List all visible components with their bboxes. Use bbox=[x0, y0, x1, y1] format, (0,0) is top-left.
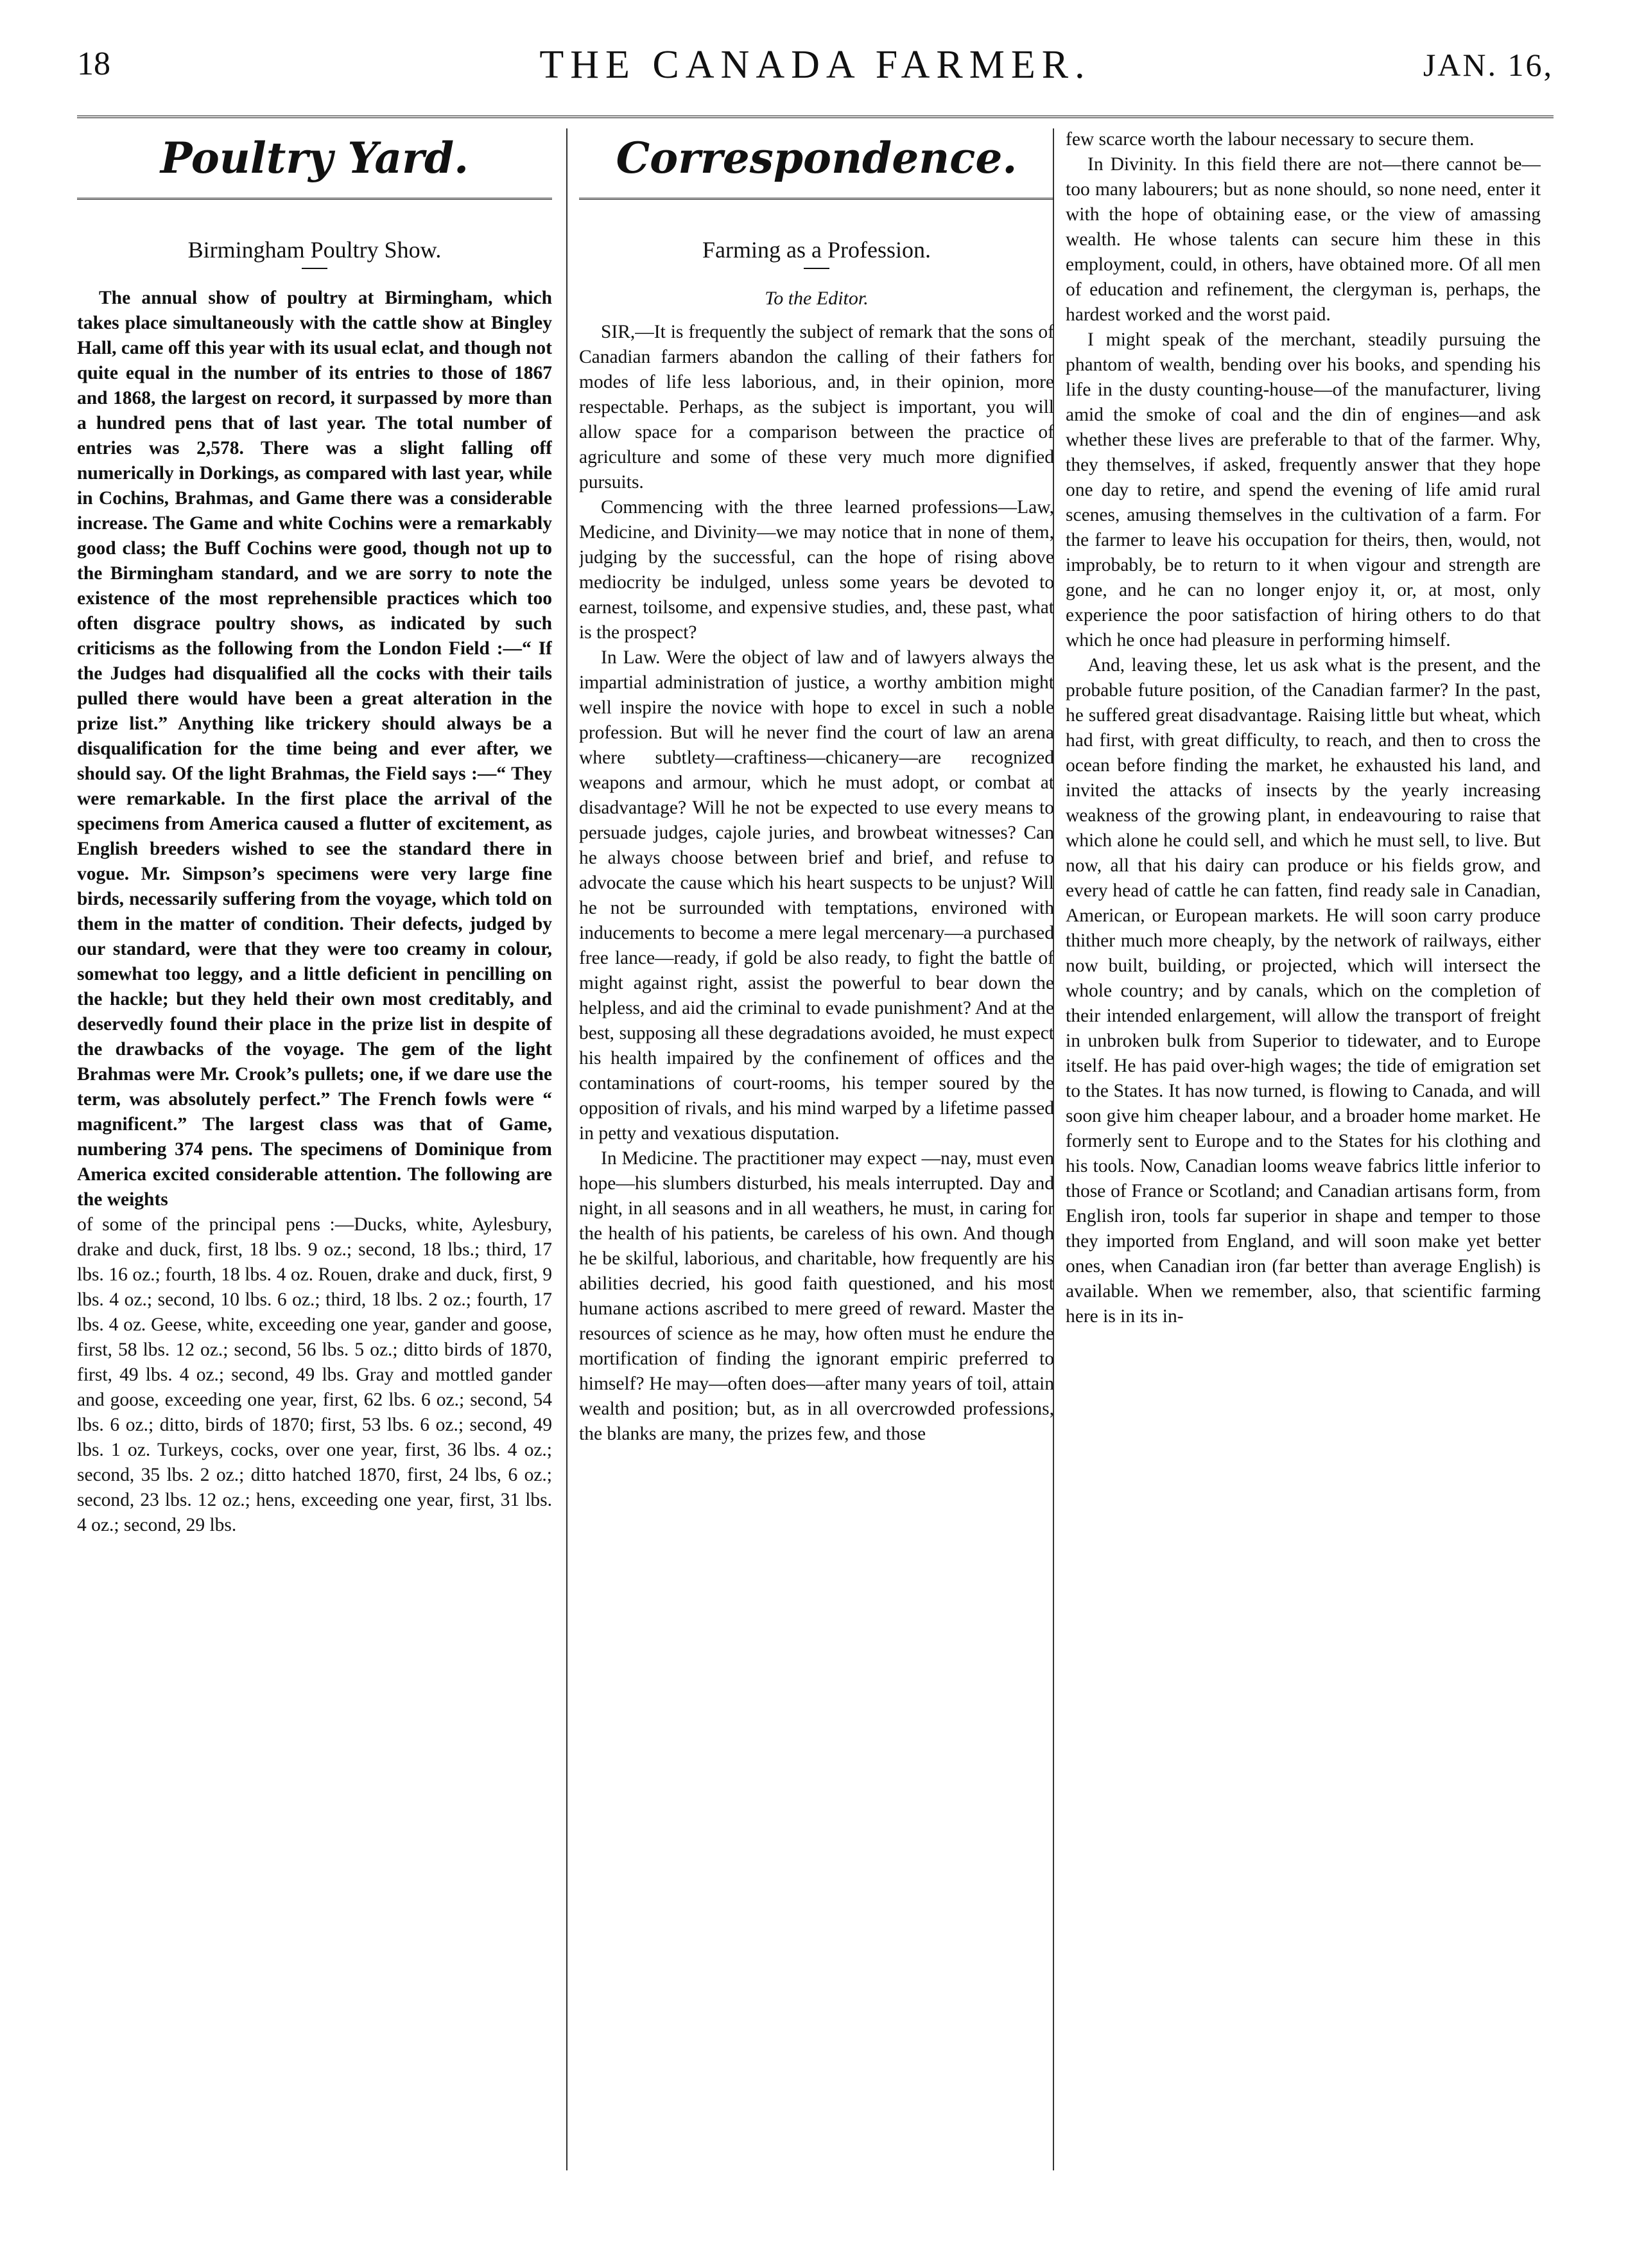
page-header bbox=[77, 32, 1554, 118]
article-paragraph: And, leaving these, let us ask what is the present, and the probable future position, of the Canadian farmer? In the past, he suffered great disadvantage. Raising little but wheat, which had first, with great difficulty, to reach, and then to cross the ocean before finding the market, he exhausted his land, and invited the attacks of insects by the yearly increasing weakness of the growing plant, in endeavouring to raise that which alone he could sell, and which he must sell, to live. But now, all that his dairy can produce or his fields grow, and every head of cattle he can fatten, find ready sale in Canadian, American, or European markets. He will soon carry produce thither much more cheaply, by the network of railways, either now built, building, or projected, which will intersect the whole country; and by canals, which on the completion of their intended enlargement, will allow the transport of freight in unbroken bulk from Superior to tidewater, and to Europe itself. He has paid over-high wages; the tide of emigration set to the States. It has now turned, is flowing to Canada, and will soon give him cheaper labour, and a broader home market. He formerly sent to Europe and to the States for his clothing and his tools. Now, Canadian looms weave fabrics little inferior to those of France or Scotland; and Canadian artisans form, from English iron, tools far superior in shape and temper to those they imported from England, and will soon make yet better ones, when Canadian iron (far better than average English) is available. When we remember, also, that scientific farming here is in its in- bbox=[1066, 655, 1541, 1327]
article-paragraph: few scarce worth the labour necessary to secure them. bbox=[1066, 129, 1475, 150]
article-title-farming-as-a-profession: Farming as a Profession. bbox=[702, 237, 931, 263]
article-paragraph: In Divinity. In this field there are not—there cannot be—too many labourers; but as none should, so none need, enter it with the hope of obtaining ease, or the view of amassing wealth. He whose talents can secure him these in this employment, could, in others, have obtained more. Of all men of education and refinement, the clergyman is, perhaps, the hardest worked and the worst paid. bbox=[1066, 154, 1541, 325]
addressee-line: To the Editor. bbox=[765, 288, 869, 309]
article-title-birmingham-poultry-show: Birmingham Poultry Show. bbox=[187, 237, 442, 263]
page-number: 18 bbox=[77, 46, 110, 82]
title-dash bbox=[302, 268, 327, 269]
title-dash bbox=[804, 268, 829, 269]
article-paragraph: I might speak of the merchant, steadily pursuing the phantom of wealth, bending over his books, and spending his life in the dusty counting-house—of the manufacturer, living amid the smoke of coal and the din of engines—and ask whether these lives are preferable to that of the farmer. Why, they themselves, if asked, frequently answer that they hope one day to retire, and spend the evening of life amid rural scenes, amusing themselves in the cultivation of a farm. For the farmer to leave his occupation for theirs, then, would, not improbably, be to return to it when vigour and strength are gone, and he can no longer enjoy it, or, at most, only experience the poor satisfaction of hiring others to do that which he once had pleasure in performing himself. bbox=[1066, 329, 1541, 650]
section-title-correspondence: Correspondence. bbox=[579, 127, 1054, 200]
article-paragraph: In Law. Were the object of law and of lawyers always the impartial administration of justice, a worthy ambition might well inspire the novice with hope to excel in such a noble profession. But will he never find the court of law an arena where subtlety—craftiness—chicanery—are recognized weapons and armour, which he must adopt, or combat at disadvantage? Will he not be expected to use every means to persuade judges, cajole juries, and browbeat witnesses? Can he always choose between brief and brief, and refuse to advocate the cause which his heart suspects to be unjust? Will he not be surrounded with temptations, environed with inducements to become a mere legal mercenary—a purchased free lance—ready, if gold be also ready, to fight the battle of might against right, assist the powerful to bear down the helpless, and aid the criminal to evade punishment? And at the best, supposing all these degradations avoided, he must expect his health impaired by the confinement of offices and the contaminations of court-rooms, his temper soured by the opposition of rivals, and his mind warped by a lifetime passed in petty and vexatious disputation. bbox=[579, 647, 1054, 1144]
article-paragraph: Commencing with the three learned professions—Law, Medicine, and Divinity—we may notice that in none of them, judging by the successful, can the hope of rising above mediocrity be indulged, unless some years be devoted to earnest, toilsome, and expensive studies, and, these past, what is the prospect? bbox=[579, 497, 1054, 643]
article-paragraph: SIR,—It is frequently the subject of remark that the sons of Canadian farmers abandon the calling of their fathers for modes of life less laborious, and, in their opinion, more respectable. Perhaps, as the subject is important, you will allow space for a comparison between the practice of agriculture and some of these very much more dignified pursuits. bbox=[579, 322, 1054, 493]
article-paragraph: In Medicine. The practitioner may expect —nay, must even hope—his slumbers disturbed, his meals interrupted. Day and night, in all seasons and in all weathers, he must, in caring for the health of his patients, be careless of his own. And though he be skilful, laborious, and charitable, how frequently are his abilities decried, his good faith questioned, and his most humane actions ascribed to mere greed of reward. Master the resources of science as he may, how often must he endure the mortification of finding the ignorant empiric preferred to himself? He may—often does—after many years of toil, attain wealth and position; but, as in all overcrowded professions, the blanks are many, the prizes few, and those bbox=[579, 1148, 1054, 1444]
column-correspondence bbox=[579, 127, 1054, 2236]
column-rule-left bbox=[566, 128, 567, 2170]
column-continuation bbox=[1066, 127, 1541, 2236]
column-poultry-yard bbox=[77, 127, 552, 2236]
section-title-poultry-yard: Poultry Yard. bbox=[77, 127, 552, 200]
masthead-title: THE CANADA FARMER. bbox=[539, 43, 1091, 87]
article-paragraph-weights: of some of the principal pens :—Ducks, white, Aylesbury, drake and duck, first, 18 lbs. 9 oz.; second, 18 lbs.; third, 17 lbs. 16 oz.; fourth, 18 lbs. 4 oz. Rouen, drake and duck, first, 9 lbs. 4 oz.; second, 10 lbs. 6 oz.; third, 18 lbs. 2 oz.; fourth, 17 lbs. 4 oz. Geese, white, exceeding one year, gander and goose, first, 58 lbs. 12 oz.; second, 56 lbs. 5 oz.; ditto birds of 1870, first, 49 lbs. 4 oz.; second, 49 lbs. Gray and mottled gander and goose, exceeding one year, first, 62 lbs. 6 oz.; second, 54 lbs. 6 oz.; ditto, birds of 1870; first, 53 lbs. 6 oz.; second, 49 lbs. 1 oz. Turkeys, cocks, over one year, first, 36 lbs. 4 oz.; second, 35 lbs. 2 oz.; ditto hatched 1870, first, 24 lbs, 6 oz.; second, 23 lbs. 12 oz.; hens, exceeding one year, first, 31 lbs. 4 oz.; second, 29 lbs. bbox=[77, 1214, 552, 1535]
article-paragraph: The annual show of poultry at Birmingham, which takes place simultaneously with the cattle show at Bingley Hall, came off this year with its usual eclat, and though not quite equal in the number of its entries to those of 1867 and 1868, the largest on record, it surpassed by more than a hundred pens that of last year. The total number of entries was 2,578. There was a slight falling off numerically in Dorkings, as compared with last year, while in Cochins, Brahmas, and Game there was a considerable increase. The Game and white Cochins were a remarkably good class; the Buff Cochins were good, though not up to the Birmingham standard, and we are sorry to note the existence of the most reprehensible practices which too often disgrace poultry shows, as indicated by such criticisms as the following from the London Field :—“ If the Judges had disqualified all the cocks with their tails pulled there would have been a great alteration in the prize list.” Anything like trickery should always be a disqualification for the time being and ever after, we should say. Of the light Brahmas, the Field says :—“ They were remarkable. In the first place the arrival of the specimens from America caused a flutter of excitement, as English breeders wished to see the standard there in vogue. Mr. Simpson’s specimens were very large fine birds, necessarily suffering from the voyage, which told on them in the matter of condition. Their defects, judged by our standard, were that they were too creamy in colour, somewhat too leggy, and a little deficient in pencilling on the hackle; but they held their own most creditably, and deservedly found their place in the prize list in despite of the drawbacks of the voyage. The gem of the light Brahmas were Mr. Crook’s pullets; one, if we dare use the term, was absolutely perfect.” The French fowls were “ magnificent.” The largest class was that of Game, numbering 374 pens. The specimens of Dominique from America excited considerable attention. The following are the weights bbox=[77, 288, 552, 1210]
issue-date: JAN. 16, bbox=[1423, 47, 1554, 83]
